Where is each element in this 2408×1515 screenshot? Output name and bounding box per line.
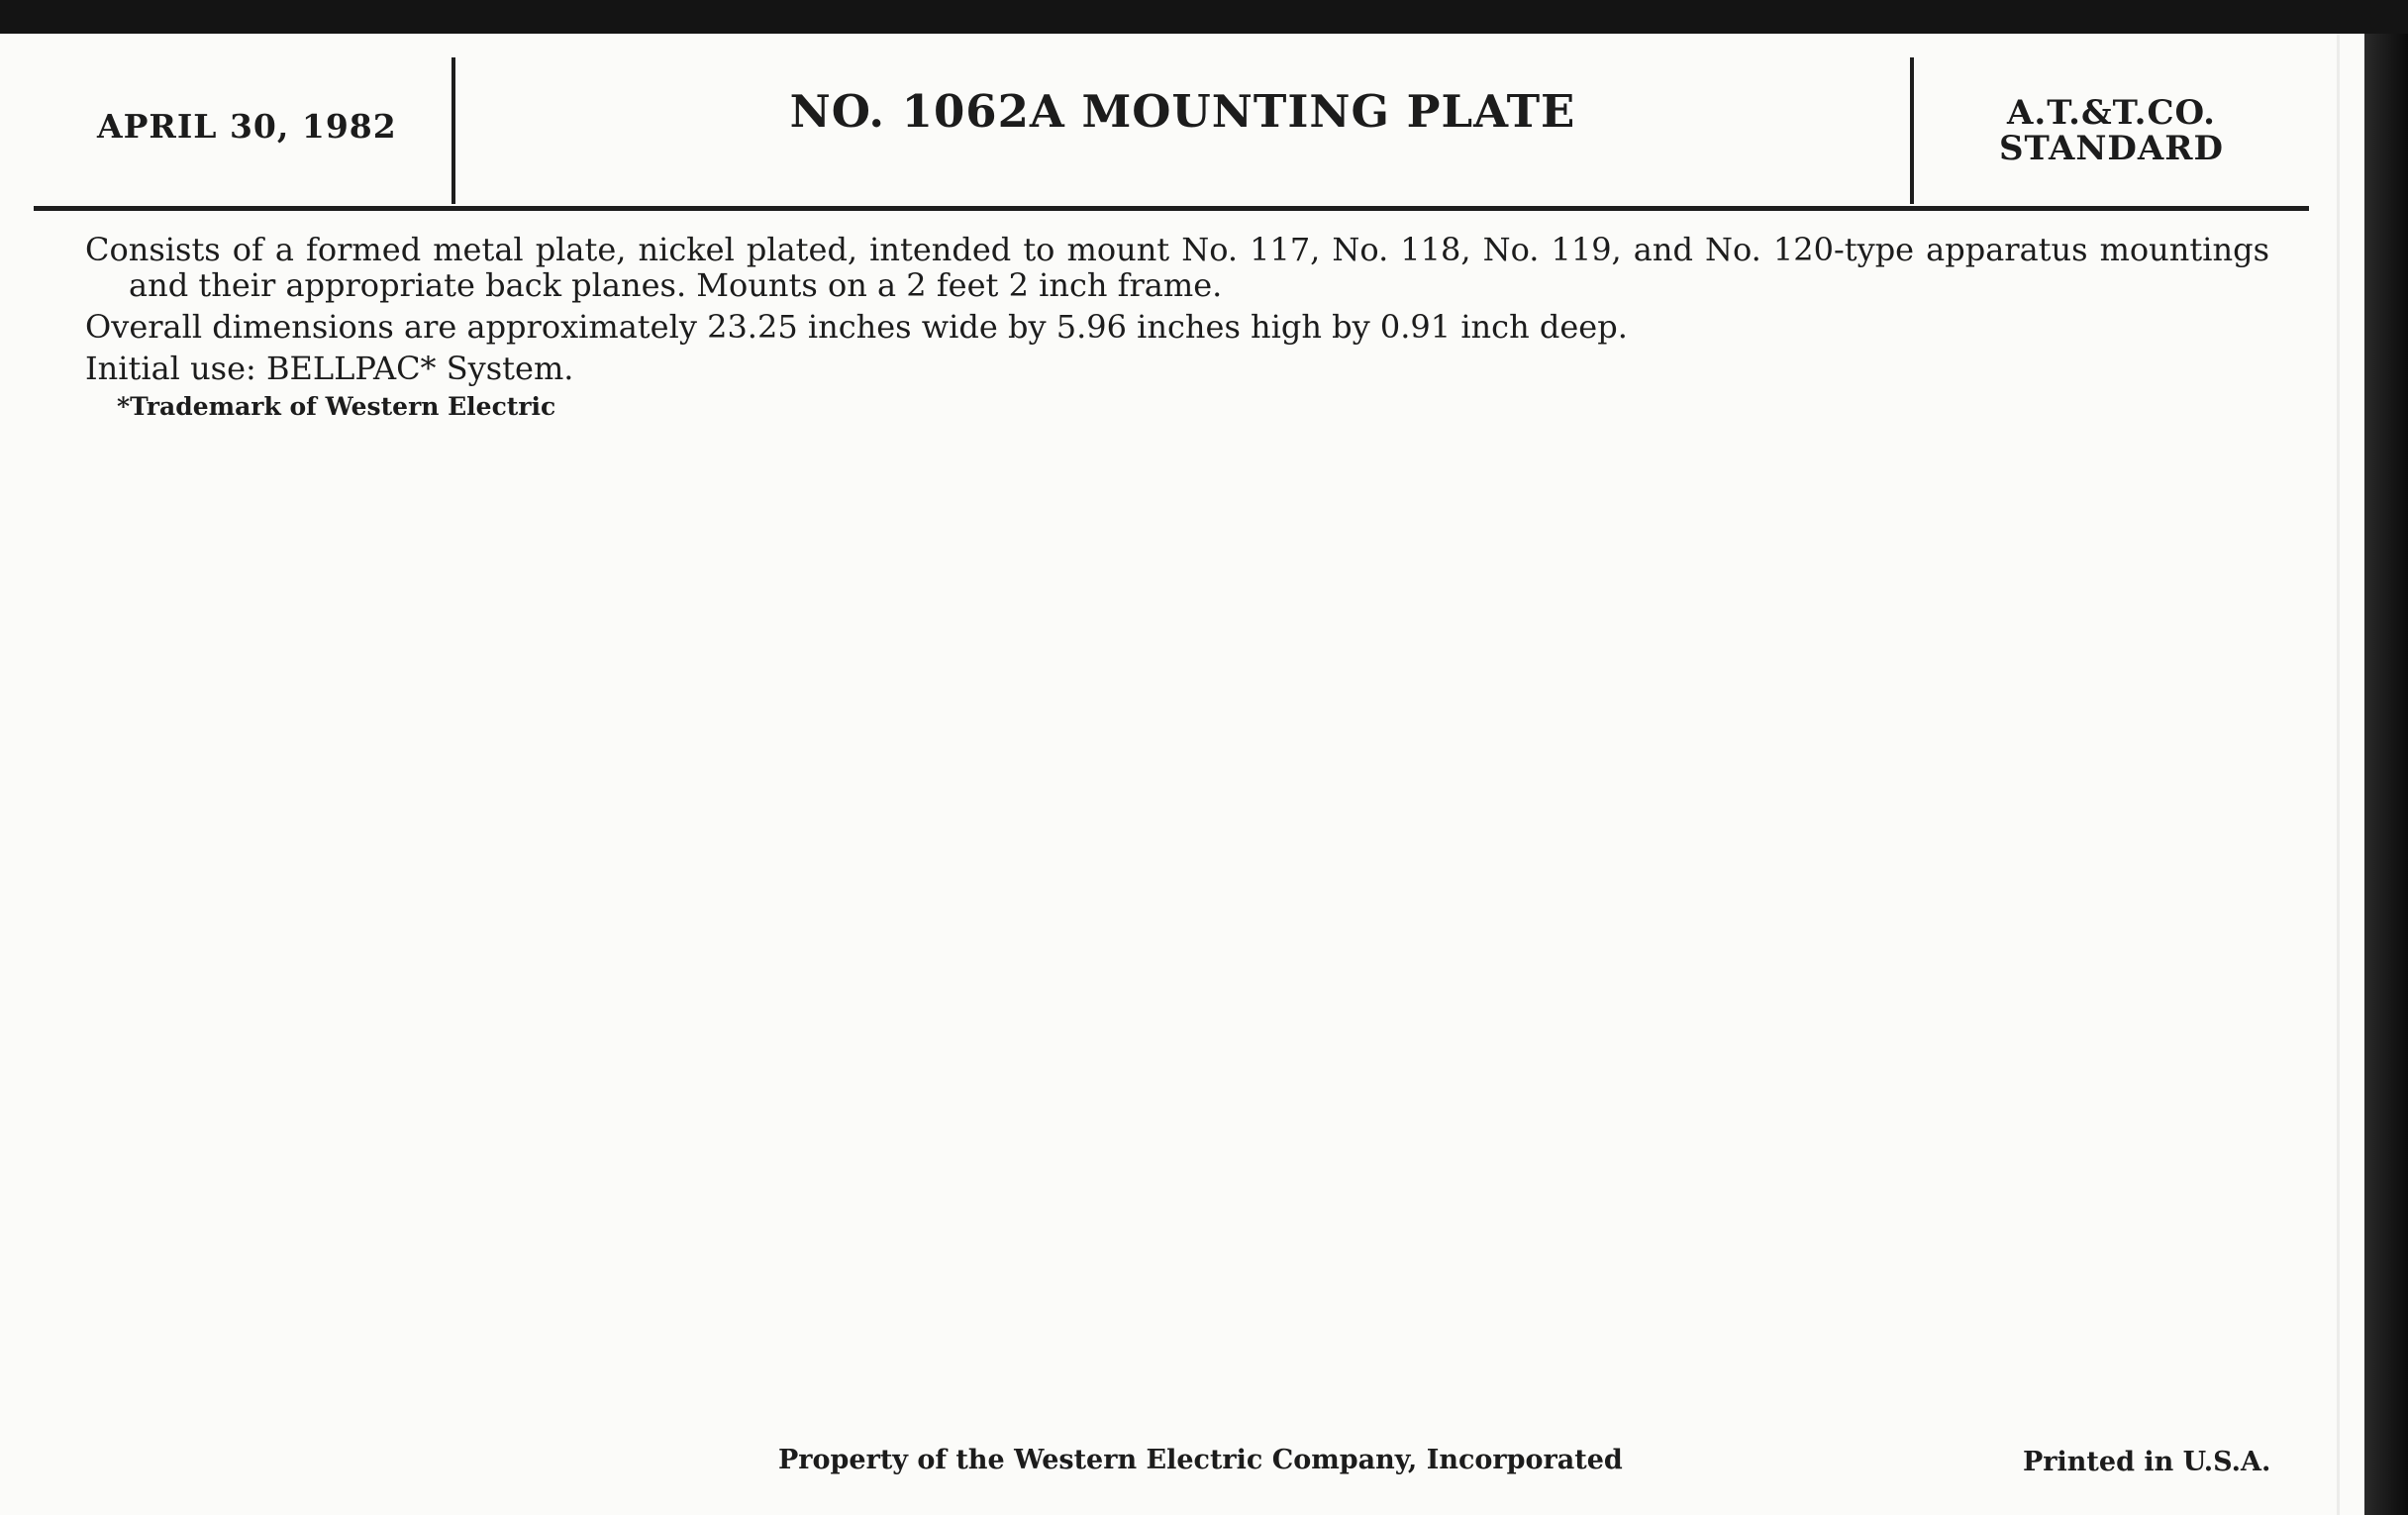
property-notice: Property of the Western Electric Company, Incorporated [778, 1445, 1623, 1475]
card-header [34, 57, 2309, 206]
dimensions-paragraph: Overall dimensions are approximately 23.25 inches wide by 5.96 inches high by 0.91 inch deep. [85, 308, 1628, 346]
header-rule [34, 206, 2309, 211]
card-fold-shadow [2337, 34, 2340, 1515]
document-title: NO. 1062A MOUNTING PLATE [789, 85, 1576, 138]
trademark-footnote: *Trademark of Western Electric [117, 392, 556, 421]
standard-label-line1: A.T.&T.CO. [2007, 93, 2216, 133]
initial-use-paragraph: Initial use: BELLPAC* System. [85, 350, 574, 387]
standard-label [1914, 95, 2309, 166]
issue-date: APRIL 30, 1982 [97, 107, 397, 146]
printed-notice: Printed in U.S.A. [2023, 1447, 2271, 1477]
standard-label-line2: STANDARD [1998, 129, 2225, 168]
description-paragraph: Consists of a formed metal plate, nickel plated, intended to mount No. 117, No. 118, No. 119, and No. 120-type apparatus mountings and their appropriate back planes. Mounts on a 2 feet 2 inch frame. [85, 231, 2269, 304]
scan-border-top [0, 0, 2408, 34]
scan-border-right [2364, 34, 2408, 1515]
description-body [85, 232, 2269, 422]
